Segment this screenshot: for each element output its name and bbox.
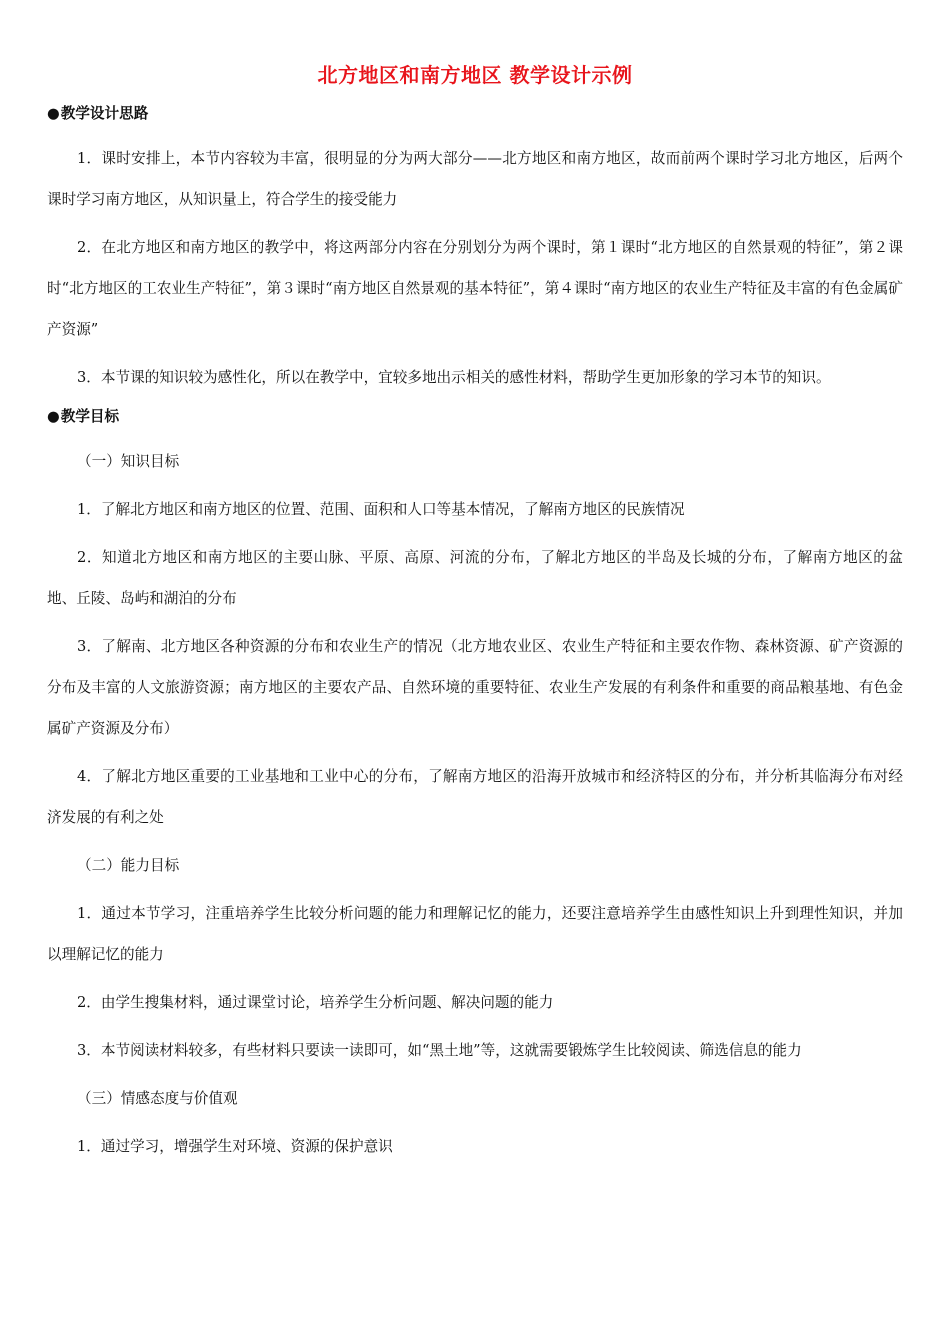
bullet-icon: ● — [47, 408, 60, 425]
document-title: 北方地区和南方地区 教学设计示例 — [317, 63, 633, 87]
document-body — [47, 102, 903, 1174]
section-heading-teaching-goals — [47, 405, 903, 429]
emotion-goal-1: 1．通过学习，增强学生对环境、资源的保护意识 — [77, 1138, 393, 1155]
subheading-knowledge-goals: （一）知识目标 — [77, 453, 180, 470]
section-heading-label: 教学目标 — [60, 408, 120, 425]
ability-goal-1: 1．通过本节学习，注重培养学生比较分析问题的能力和理解记忆的能力，还要注意培养学生由感性知识上升到理性知识，并加以理解记忆的能力 — [47, 905, 903, 963]
section-heading-design-ideas — [47, 102, 903, 126]
paragraph-lesson-division: 2．在北方地区和南方地区的教学中，将这两部分内容在分别划分为两个课时，第１课时“北方地区的自然景观的特征”，第２课时“北方地区的工农业生产特征”，第３课时“南方地区自然景观的基本特征”，第４课时“南方地区的农业生产特征及丰富的有色金属矿产资源” — [47, 239, 903, 338]
paragraph-teaching-materials: 3．本节课的知识较为感性化，所以在教学中，宜较多地出示相关的感性材料，帮助学生更加形象的学习本节的知识。 — [77, 369, 831, 386]
subheading-ability-goals: （二）能力目标 — [77, 857, 180, 874]
paragraph-class-hours: 1．课时安排上，本节内容较为丰富，很明显的分为两大部分——北方地区和南方地区，故而前两个课时学习北方地区，后两个课时学习南方地区，从知识量上，符合学生的接受能力 — [47, 150, 903, 208]
subheading-emotion-goals: （三）情感态度与价值观 — [77, 1090, 238, 1107]
ability-goal-2: 2．由学生搜集材料，通过课堂讨论，培养学生分析问题、解决问题的能力 — [77, 994, 554, 1011]
knowledge-goal-4: 4．了解北方地区重要的工业基地和工业中心的分布，了解南方地区的沿海开放城市和经济特区的分布，并分析其临海分布对经济发展的有利之处 — [47, 768, 903, 826]
knowledge-goal-2: 2．知道北方地区和南方地区的主要山脉、平原、高原、河流的分布，了解北方地区的半岛及长城的分布，了解南方地区的盆地、丘陵、岛屿和湖泊的分布 — [47, 549, 903, 607]
bullet-icon: ● — [47, 105, 60, 122]
knowledge-goal-3: 3．了解南、北方地区各种资源的分布和农业生产的情况（北方地农业区、农业生产特征和主要农作物、森林资源、矿产资源的分布及丰富的人文旅游资源；南方地区的主要农产品、自然环境的重要特征、农业生产发展的有利条件和重要的商品粮基地、有色金属矿产资源及分布） — [47, 638, 903, 737]
section-heading-label: 教学设计思路 — [60, 105, 149, 122]
knowledge-goal-1: 1．了解北方地区和南方地区的位置、范围、面积和人口等基本情况，了解南方地区的民族情况 — [77, 501, 685, 518]
ability-goal-3: 3．本节阅读材料较多，有些材料只要读一读即可，如“黑土地”等，这就需要锻炼学生比较阅读、筛选信息的能力 — [77, 1042, 802, 1059]
